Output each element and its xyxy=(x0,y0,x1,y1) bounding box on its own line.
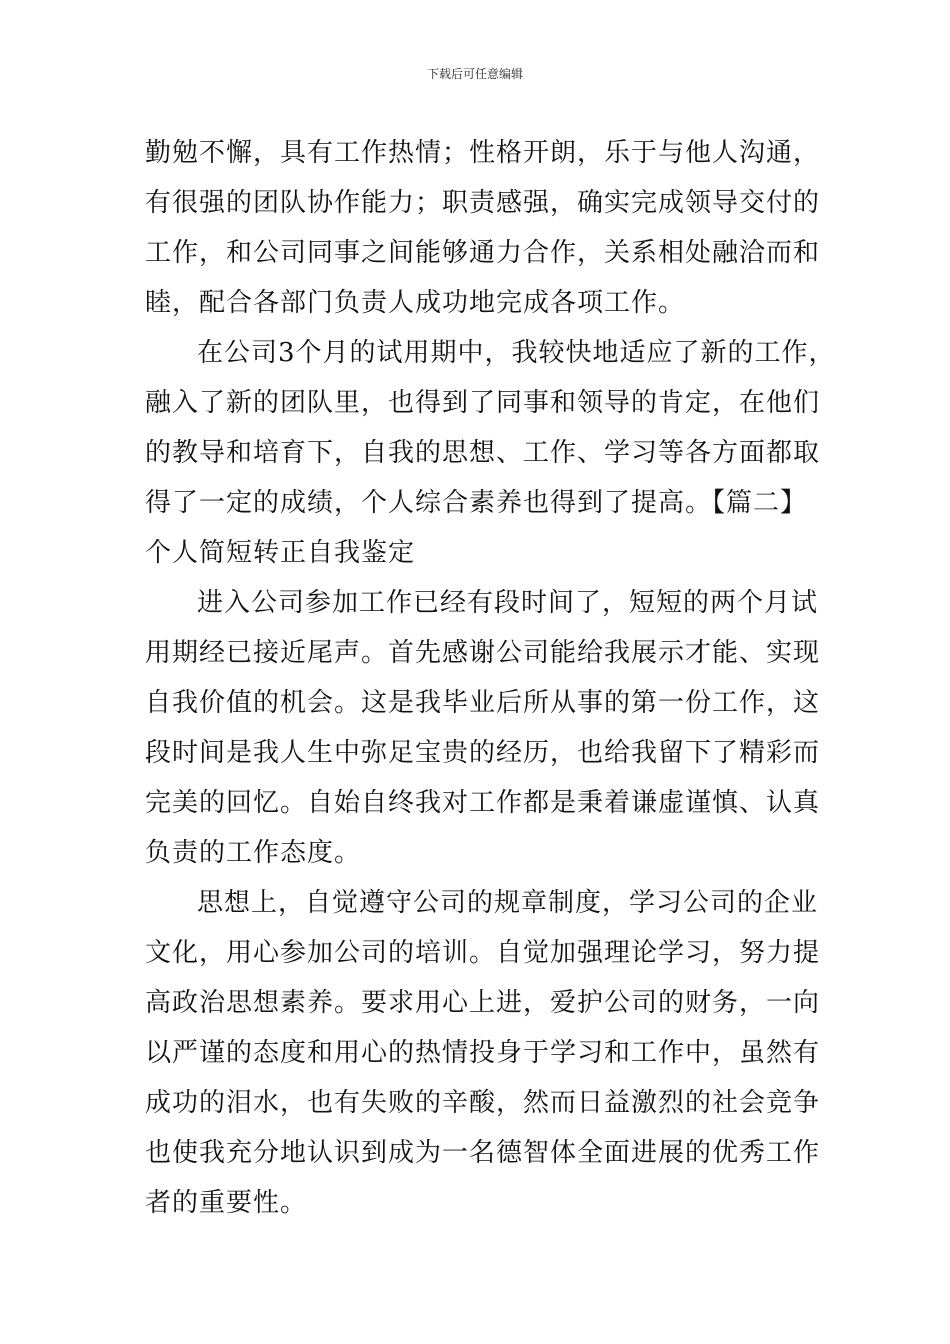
text-line: 段时间是我人生中弥足宝贵的经历，也给我留下了精彩而 xyxy=(145,738,821,768)
paragraph-1 xyxy=(145,128,821,328)
text-line: 者的重要性。 xyxy=(145,1188,308,1218)
text-line: 自我价值的机会。这是我毕业后所从事的第一份工作，这 xyxy=(145,688,821,718)
paragraph-2 xyxy=(145,328,836,578)
text-line: 勤勉不懈，具有工作热情；性格开朗，乐于与他人沟通， xyxy=(145,138,821,168)
text-line: 的教导和培育下，自我的思想、工作、学习等各方面都取 xyxy=(145,438,821,468)
text-line: 工作，和公司同事之间能够通力合作，关系相处融洽而和 xyxy=(145,238,821,268)
text-line: 用期经已接近尾声。首先感谢公司能给我展示才能、实现 xyxy=(145,638,821,668)
text-line: 高政治思想素养。要求用心上进，爱护公司的财务，一向 xyxy=(145,988,821,1018)
text-line: 以严谨的态度和用心的热情投身于学习和工作中，虽然有 xyxy=(145,1038,821,1068)
text-line: 负责的工作态度。 xyxy=(145,838,362,868)
paragraph-3 xyxy=(145,578,821,878)
text-line: 睦，配合各部门负责人成功地完成各项工作。 xyxy=(145,288,686,318)
page-header: 下载后可任意编辑 xyxy=(426,67,523,81)
text-line: 融入了新的团队里，也得到了同事和领导的肯定，在他们 xyxy=(145,388,821,418)
paragraph-4 xyxy=(145,878,821,1228)
text-line: 成功的泪水，也有失败的辛酸，然而日益激烈的社会竞争 xyxy=(145,1088,821,1118)
text-line: 进入公司参加工作已经有段时间了，短短的两个月试 xyxy=(197,588,819,618)
section-heading: 个人简短转正自我鉴定 xyxy=(145,538,416,568)
text-line: 完美的回忆。自始自终我对工作都是秉着谦虚谨慎、认真 xyxy=(145,788,821,818)
text-line: 有很强的团队协作能力；职责感强，确实完成领导交付的 xyxy=(145,188,821,218)
text-line: 也使我充分地认识到成为一名德智体全面进展的优秀工作 xyxy=(145,1138,821,1168)
text-line: 思想上，自觉遵守公司的规章制度，学习公司的企业 xyxy=(197,888,819,918)
text-line: 在公司3个月的试用期中，我较快地适应了新的工作， xyxy=(197,338,836,368)
text-line: 文化，用心参加公司的培训。自觉加强理论学习，努力提 xyxy=(145,938,821,968)
text-line: 得了一定的成绩，个人综合素养也得到了提高。【篇二】 xyxy=(145,488,808,518)
document-body xyxy=(145,128,836,1228)
